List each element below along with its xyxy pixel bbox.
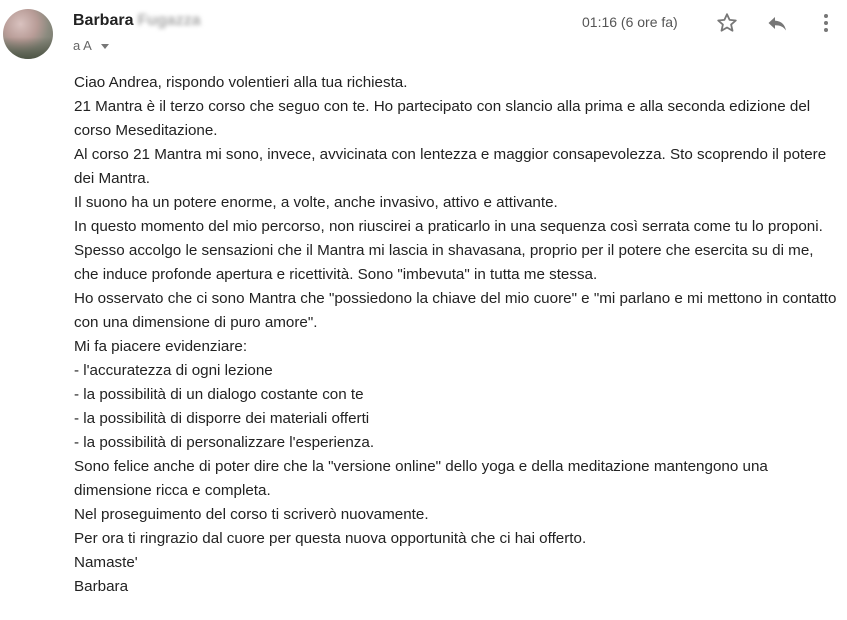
message-line: Al corso 21 Mantra mi sono, invece, avvicinata con lentezza e maggior consapevolezza. Sto scoprendo il potere dei Mantra. xyxy=(74,146,827,187)
chevron-down-icon[interactable] xyxy=(101,44,109,49)
message-line: In questo momento del mio percorso, non riuscirei a praticarlo in una sequenza così serrata come tu lo proponi. xyxy=(74,218,823,235)
recipient-label: a A xyxy=(73,38,92,53)
sender-last-name-blurred: Fugazza xyxy=(137,12,201,29)
message-line: Nel proseguimento del corso ti scriverò nuovamente. xyxy=(74,506,429,523)
star-button[interactable] xyxy=(713,9,741,37)
message-body xyxy=(74,71,840,599)
more-vertical-icon xyxy=(814,11,838,35)
message-line: Per ora ti ringrazio dal cuore per questa nuova opportunità che ci hai offerto. xyxy=(74,530,587,547)
message-line: Barbara xyxy=(74,578,129,595)
message-line: - la possibilità di disporre dei materiali offerti xyxy=(74,410,370,427)
sender-name xyxy=(73,12,201,30)
message-line: Ciao Andrea, rispondo volentieri alla tua richiesta. xyxy=(74,74,408,91)
message-timestamp: 01:16 (6 ore fa) xyxy=(582,14,678,30)
message-line: Sono felice anche di poter dire che la "versione online" dello yoga e della meditazione mantengono una dimensione ricca e completa. xyxy=(74,458,768,499)
recipient-details-toggle[interactable] xyxy=(73,38,109,53)
message-line: Il suono ha un potere enorme, a volte, anche invasivo, attivo e attivante. xyxy=(74,194,558,211)
avatar[interactable] xyxy=(3,9,53,59)
star-icon xyxy=(715,11,739,35)
message-line: Mi fa piacere evidenziare: xyxy=(74,338,248,355)
reply-icon xyxy=(765,11,789,35)
reply-button[interactable] xyxy=(763,9,791,37)
message-line: Ho osservato che ci sono Mantra che "possiedono la chiave del mio cuore" e "mi parlano e mi mettono in contatto con una dimensione di puro amore". xyxy=(74,290,837,331)
more-options-button[interactable] xyxy=(812,9,840,37)
message-line: Namaste' xyxy=(74,554,138,571)
message-line: - l'accuratezza di ogni lezione xyxy=(74,362,273,379)
message-line: 21 Mantra è il terzo corso che seguo con te. Ho partecipato con slancio alla prima e alla seconda edizione del corso Meseditazione. xyxy=(74,98,811,139)
message-line: - la possibilità di personalizzare l'esperienza. xyxy=(74,434,375,451)
message-line: Spesso accolgo le sensazioni che il Mantra mi lascia in shavasana, proprio per il potere che esercita su di me, che induce profonde apertura e ricettività. Sono "imbevuta" in tutta me stessa. xyxy=(74,242,814,283)
sender-first-name: Barbara xyxy=(73,12,134,29)
message-line: - la possibilità di un dialogo costante con te xyxy=(74,386,364,403)
